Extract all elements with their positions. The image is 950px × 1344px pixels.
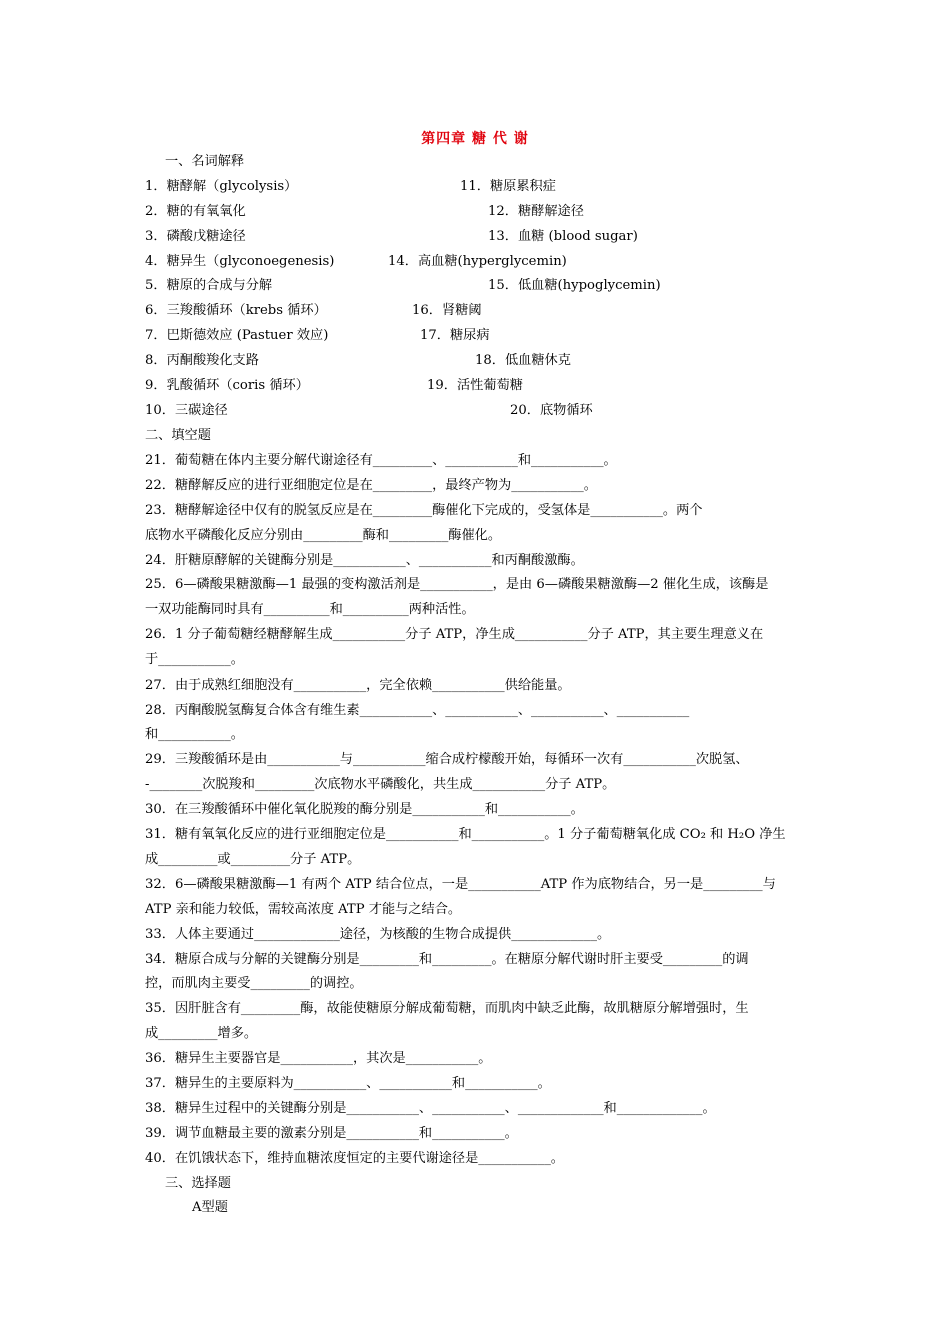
term-item: 6．三羧酸循环（krebs 循环） xyxy=(145,303,327,318)
fill-question: 23．糖酵解途径中仅有的脱氢反应是在_________酶催化下完成的，受氢体是___________。两个 xyxy=(145,503,703,518)
term-item: 12．糖酵解途径 xyxy=(488,204,584,219)
fill-question: 27．由于成熟红细胞没有___________，完全依赖___________供给能量。 xyxy=(145,678,571,693)
fill-question: 成_________或_________分子 ATP。 xyxy=(145,852,361,867)
term-item: 1．糖酵解（glycolysis） xyxy=(145,179,298,194)
chapter-title: 第四章 糖 代 谢 xyxy=(421,131,529,147)
fill-question: 21．葡萄糖在体内主要分解代谢途径有_________、___________和___________。 xyxy=(145,453,617,468)
fill-question: 和___________。 xyxy=(145,727,244,742)
fill-question: 24．肝糖原酵解的关键酶分别是___________、___________和丙酮酸激酶。 xyxy=(145,553,584,568)
fill-question: 25．6—磷酸果糖激酶—1 最强的变构激活剂是___________，是由 6—磷酸果糖激酶—2 催化生成，该酶是 xyxy=(145,577,769,592)
fill-question: 39．调节血糖最主要的激素分别是___________和___________。 xyxy=(145,1126,518,1141)
fill-question: 28．丙酮酸脱氢酶复合体含有维生素___________、___________、___________、___________ xyxy=(145,703,690,718)
fill-question: 成_________增多。 xyxy=(145,1026,258,1041)
fill-question: 40．在饥饿状态下，维持血糖浓度恒定的主要代谢途径是___________。 xyxy=(145,1151,564,1166)
fill-question: 34．糖原合成与分解的关键酶分别是_________和_________。在糖原分解代谢时肝主要受_________的调 xyxy=(145,952,749,967)
subsection-heading-a-type: A型题 xyxy=(192,1200,228,1215)
term-item: 17．糖尿病 xyxy=(420,328,490,343)
term-item: 7．巴斯德效应 (Pastuer 效应) xyxy=(145,328,329,343)
fill-question: 底物水平磷酸化反应分别由_________酶和_________酶催化。 xyxy=(145,528,502,543)
term-item: 14．高血糖(hyperglycemin) xyxy=(388,254,567,269)
fill-question: 35．因肝脏含有_________酶，故能使糖原分解成葡萄糖，而肌肉中缺乏此酶，故肌糖原分解增强时，生 xyxy=(145,1001,749,1016)
term-item: 3．磷酸戊糖途径 xyxy=(145,229,246,244)
section-heading-fill: 二、填空题 xyxy=(145,428,211,443)
term-item: 15．低血糖(hypoglycemin) xyxy=(488,278,661,293)
term-item: 5．糖原的合成与分解 xyxy=(145,278,273,293)
term-item: 10．三碳途径 xyxy=(145,403,228,418)
section-heading-choice: 三、选择题 xyxy=(165,1176,231,1191)
term-item: 18．低血糖休克 xyxy=(475,353,571,368)
section-heading-terms: 一、名词解释 xyxy=(165,154,245,169)
fill-question: 36．糖异生主要器官是___________，其次是___________。 xyxy=(145,1051,492,1066)
fill-question: 38．糖异生过程中的关键酶分别是___________、___________、_____________和_____________。 xyxy=(145,1101,716,1116)
fill-question: 一双功能酶同时具有__________和__________两种活性。 xyxy=(145,602,475,617)
term-item: 9．乳酸循环（coris 循环） xyxy=(145,378,309,393)
term-item: 13．血糖 (blood sugar) xyxy=(488,229,638,244)
fill-question: 于___________。 xyxy=(145,652,244,667)
fill-question: 控，而肌肉主要受_________的调控。 xyxy=(145,976,363,991)
fill-question: 22．糖酵解反应的进行亚细胞定位是在_________，最终产物为___________。 xyxy=(145,478,597,493)
term-item: 2．糖的有氧氧化 xyxy=(145,204,246,219)
fill-question: 26．1 分子葡萄糖经糖酵解生成___________分子 ATP，净生成___________分子 ATP，其主要生理意义在 xyxy=(145,627,764,642)
term-item: 16．肾糖阈 xyxy=(412,303,482,318)
term-item: 19．活性葡萄糖 xyxy=(427,378,523,393)
term-item: 11．糖原累积症 xyxy=(460,179,556,194)
fill-question: 30．在三羧酸循环中催化氧化脱羧的酶分别是___________和___________。 xyxy=(145,802,584,817)
fill-question: 33．人体主要通过_____________途径，为核酸的生物合成提供_____________。 xyxy=(145,927,611,942)
term-item: 4．糖异生（glyconoegenesis) xyxy=(145,254,335,269)
fill-question: 37．糖异生的主要原料为___________、___________和___________。 xyxy=(145,1076,551,1091)
fill-question: 29．三羧酸循环是由___________与___________缩合成柠檬酸开始，每循环一次有___________次脱氢、 xyxy=(145,752,749,767)
fill-question: ATP 亲和能力较低，需较高浓度 ATP 才能与之结合。 xyxy=(145,902,462,917)
fill-question: 32．6—磷酸果糖激酶—1 有两个 ATP 结合位点，一是___________ATP 作为底物结合，另一是_________与 xyxy=(145,877,776,892)
fill-question: -________次脱羧和_________次底物水平磷酸化，共生成___________分子 ATP。 xyxy=(145,777,616,792)
fill-question: 31．糖有氧氧化反应的进行亚细胞定位是___________和___________。1 分子葡萄糖氧化成 CO₂ 和 H₂O 净生 xyxy=(145,827,786,842)
term-item: 20．底物循环 xyxy=(510,403,593,418)
term-item: 8．丙酮酸羧化支路 xyxy=(145,353,259,368)
